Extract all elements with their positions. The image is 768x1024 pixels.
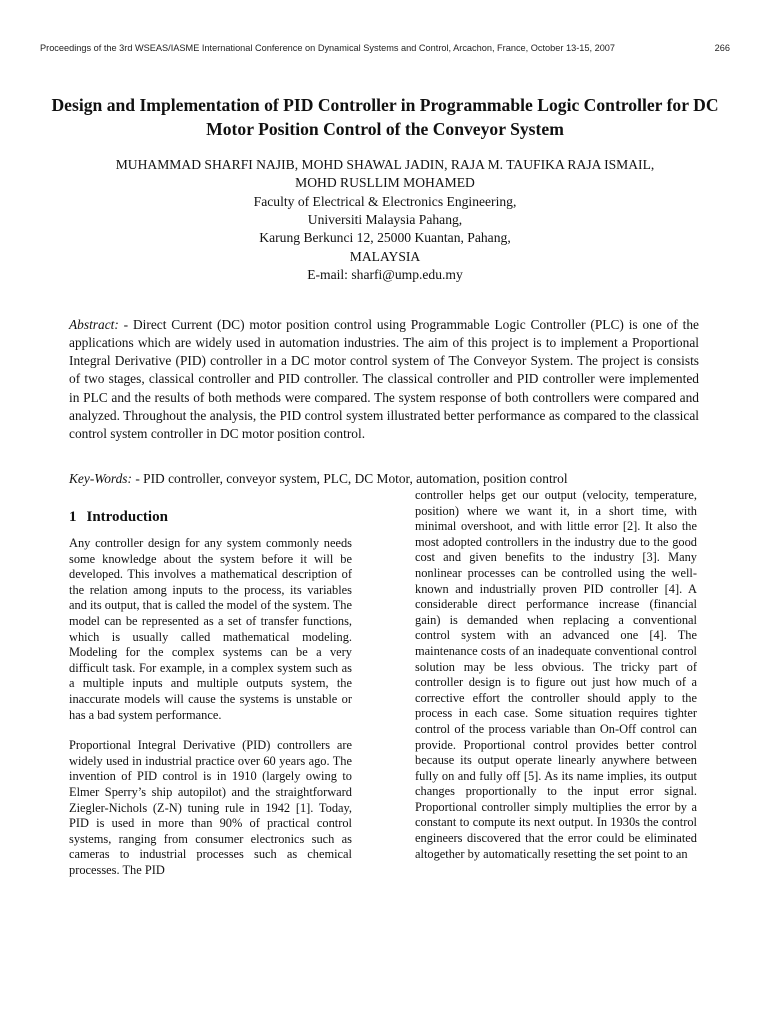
- page-number: 266: [714, 43, 730, 53]
- keywords-text: - PID controller, conveyor system, PLC, DC Motor, automation, position control: [131, 471, 568, 486]
- paper-title: Design and Implementation of PID Controller in Programmable Logic Controller for DC Motor Position Control of the Conveyor System: [51, 95, 719, 139]
- section-number: 1: [69, 509, 77, 525]
- section-title: Introduction: [86, 509, 168, 525]
- author-email: E-mail: sharfi@ump.edu.my: [307, 266, 463, 282]
- body-paragraph: Any controller design for any system commonly needs some knowledge about the system before it will be developed. This involves a mathematical description of the relation among inputs to the process, its variables and its output, that is called the model of the system. The model can be represented as a set of transfer functions, which is usually called mathematical modeling. Modeling for the complex systems can be a very difficult task. For example, in a complex system such as a multiple inputs and multiple outputs system, the inaccurate models will cause the systems is unstable or has a bad system performance.: [69, 536, 352, 722]
- author-line-2: MOHD RUSLLIM MOHAMED: [295, 175, 475, 190]
- left-column: [69, 508, 352, 878]
- affiliation-address: Karung Berkunci 12, 25000 Kuantan, Pahang,: [259, 230, 511, 246]
- section-heading: [69, 508, 352, 526]
- author-list: [60, 156, 710, 192]
- right-column: [415, 488, 697, 862]
- affiliation-university: Universiti Malaysia Pahang,: [307, 212, 463, 228]
- running-header: [40, 43, 730, 53]
- affiliation-faculty: Faculty of Electrical & Electronics Engineering,: [253, 194, 517, 209]
- affiliation-country: MALAYSIA: [349, 248, 421, 264]
- body-paragraph: Proportional Integral Derivative (PID) controllers are widely used in industrial practice over 60 years ago. The invention of PID control is in 1910 (largely owing to Elmer Sperry’s ship autopilot) and the straightforward Ziegler-Nichols (Z-N) tuning rule in 1942 [1]. Today, PID is used in more than 90% of practical control systems, ranging from consumer electronics such as cameras to industrial processes such as chemical processes. The PID: [69, 738, 352, 877]
- conference-info: Proceedings of the 3rd WSEAS/IASME International Conference on Dynamical Systems and Control, Arcachon, France, October 13-15, 2007: [40, 43, 616, 53]
- abstract-text: - Direct Current (DC) motor position control using Programmable Logic Controller (PLC) is one of the applications which are widely used in automation industries. The aim of this project is to implement a Proportional Integral Derivative (PID) controller in a DC motor control system of The Conveyor System. The project is consists of two stages, classical controller and PID controller. The classical controller and PID controller were implemented in PLC and the results of both methods were compared. The system response of both controllers were compared and analyzed. Throughout the analysis, the PID control system illustrated better performance as compared to the classical control system controller in DC motor position control.: [69, 317, 699, 441]
- abstract-label: Abstract:: [69, 317, 119, 332]
- keywords-label: Key-Words:: [69, 471, 132, 486]
- abstract: [69, 316, 699, 443]
- affiliation-block: [60, 193, 710, 284]
- body-paragraph: controller helps get our output (velocity, temperature, position) where we want it, in a short time, with minimal overshoot, and with little error [2]. It also the most adopted controllers in the industry due to the good cost and given benefits to the industry [3]. Many nonlinear processes can be controlled using the well-known and industrially proven PID controller [4]. A considerable direct performance increase (financial gain) is demanded when replacing a conventional control system with an advanced one [4]. The maintenance costs of an inadequate conventional control solution may be less obvious. The tricky part of controller design is to figure out just how much of a corrective effort the controller should apply to the process in each case. Some situation requires tighter control of the process variable than On-Off control can provide. Proportional control provides better control because its output operate linearly anywhere between fully on and fully off [5]. As its name implies, its output changes proportionally to the input error signal. Proportional controller simply multiplies the error by a constant to compute its next output. In 1930s the control engineers discovered that the error could be eliminated altogether by automatically resetting the set point to an: [415, 488, 697, 861]
- keywords: [69, 470, 699, 488]
- author-line-1: MUHAMMAD SHARFI NAJIB, MOHD SHAWAL JADIN, RAJA M. TAUFIKA RAJA ISMAIL,: [115, 157, 655, 172]
